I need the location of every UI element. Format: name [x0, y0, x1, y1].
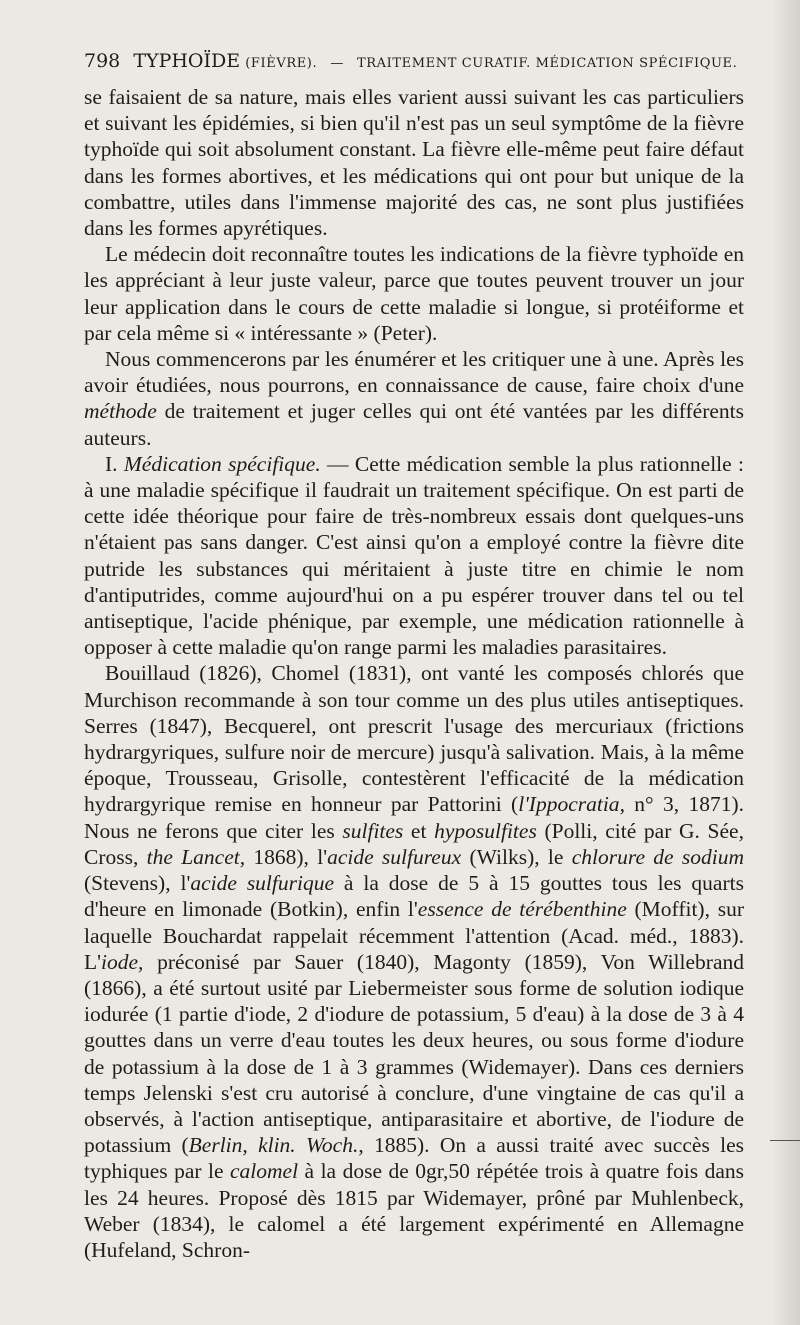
p5-h: the Lancet, [146, 844, 246, 869]
running-header [84, 50, 744, 72]
p5-f: hyposulfites [434, 818, 537, 843]
paragraph-4 [84, 451, 744, 661]
section-number: I. [105, 451, 124, 476]
paragraph-3 [84, 346, 744, 451]
p5-p: essence de térébenthine [417, 897, 627, 922]
p5-w: à la dose de 0gr,50 répétée trois à quatre fois dans les 24 heures. Proposé dès 1815 par Widemayer, prôné par Muhlenbeck, Weber (1834), le calomel a été largement expérimenté en Allemagne (Hufeland, Schron- [84, 1159, 744, 1262]
p5-q: (Moffit), sur laquelle Bouchardat rappelait récemment l'attention (Acad. méd., 1883). L' [84, 897, 745, 974]
paragraph-3-text-a: Nous commencerons par les énumérer et les critiquer une à une. Après les avoir étudiées, nous pourrons, en connaissance de cause, faire choix d'une [84, 347, 744, 398]
p5-m: (Stevens), l' [84, 871, 191, 896]
header-dash: — [330, 56, 344, 71]
section-heading: Médication spécifique. [123, 451, 321, 476]
p5-v: calomel [230, 1159, 299, 1184]
body-text [84, 84, 744, 1263]
p5-g: (Polli, cité par G. Sée, Cross, [84, 818, 744, 869]
paragraph-3-text-c: de traitement et juger celles qui ont été vantées par les différents auteurs. [84, 399, 744, 450]
p5-c: , n° 3, 1871). Nous ne ferons que citer les [84, 792, 744, 843]
page-number: 798 [84, 50, 121, 72]
paragraph-3-italic: méthode [84, 399, 157, 424]
paragraph-2 [84, 241, 744, 346]
p5-j: acide sulfureux [327, 844, 462, 869]
p5-l: chlorure de sodium [571, 844, 744, 869]
p5-o: à la dose de 5 à 15 gouttes tous les quarts d'heure en limonade (Botkin), enfin l' [84, 871, 744, 922]
p5-s: préconisé par Sauer (1840), Magonty (1859), Von Willebrand (1866), a été surtout usité par Liebermeister sous forme de solution iodique iodurée (1 partie d'iode, 2 d'iodure de potassium, 5 d'eau) à la dose de 3 à 4 gouttes dans un verre d'eau toutes les deux heures, ou sous forme d'iodure de potassium à la dose de 1 à 3 grammes (Widemayer). Dans ces derniers temps Jelenski s'est cru autorisé à conclure, d'une vingtaine de cas qu'il a observés, à l'action antiseptique, antiparasitaire et abortive, de l'iodure de potassium ( [84, 949, 744, 1158]
paragraph-1 [84, 84, 744, 241]
p5-t: Berlin, klin. Woch. [188, 1133, 359, 1158]
p5-k: (Wilks), le [461, 844, 572, 869]
running-head: TRAITEMENT CURATIF. MÉDICATION SPÉCIFIQUE. [357, 56, 738, 71]
header-title: TYPHOÏDE [133, 50, 241, 72]
p5-r: iode, [101, 949, 144, 974]
paragraph-4-text: — Cette médication semble la plus rationnelle : à une maladie spécifique il faudrait un traitement spécifique. On est parti de cette idée théorique pour faire de très-nombreux essais dont quelques-uns n'étaient pas sans danger. C'est ainsi qu'on a employé contre la fièvre dite putride les substances qui méritaient à juste titre en chimie le nom d'antiputrides, comme aujourd'hui on a pu espérer trouver dans tel ou tel antiseptique, l'acide phénique, par exemple, une médication rationnelle à opposer à cette maladie qu'on range parmi les maladies parasitaires. [84, 451, 744, 660]
p5-a: Bouillaud (1826), Chomel (1831), ont vanté les composés chlorés que Murchison recommande à son tour comme un des plus utiles antiseptiques. Serres (1847), Becquerel, ont prescrit l'usage des mercuriaux (frictions hydrargyriques, sulfure noir de mercure) jusqu'à salivation. Mais, à la même époque, Trousseau, Grisolle, contestèrent l'efficacité de la médication hydrargyrique remise en honneur par Pattorini ( [84, 661, 744, 817]
header-title-paren: (FIÈVRE). [245, 56, 318, 71]
p5-e: et [403, 818, 435, 843]
p5-b: l'Ippocratia [518, 792, 620, 817]
p5-i: 1868), l' [245, 844, 328, 869]
p5-u: , 1885). On a aussi traité avec succès les typhiques par le [84, 1133, 744, 1184]
margin-rule [770, 1140, 800, 1141]
p5-n: acide sulfurique [190, 871, 335, 896]
paragraph-1-text: se faisaient de sa nature, mais elles varient aussi suivant les cas particuliers et suivant les épidémies, si bien qu'il n'est pas un seul symptôme de la fièvre typhoïde qui soit absolument constant. La fièvre elle-même peut faire défaut dans les formes abortives, et les médications qui ont pour but unique de la combattre, utiles dans l'immense majorité des cas, ne sont plus justifiées dans les formes apyrétiques. [84, 85, 744, 241]
paragraph-5 [84, 660, 744, 1263]
page-gutter-shadow [772, 0, 800, 1325]
p5-d: sulfites [342, 818, 404, 843]
paragraph-2-text: Le médecin doit reconnaître toutes les indications de la fièvre typhoïde en les appréciant à leur juste valeur, parce que toutes peuvent trouver un jour leur application dans le cours de cette maladie si longue, si protéiforme et par cela même si « intéressante » (Peter). [84, 242, 744, 345]
